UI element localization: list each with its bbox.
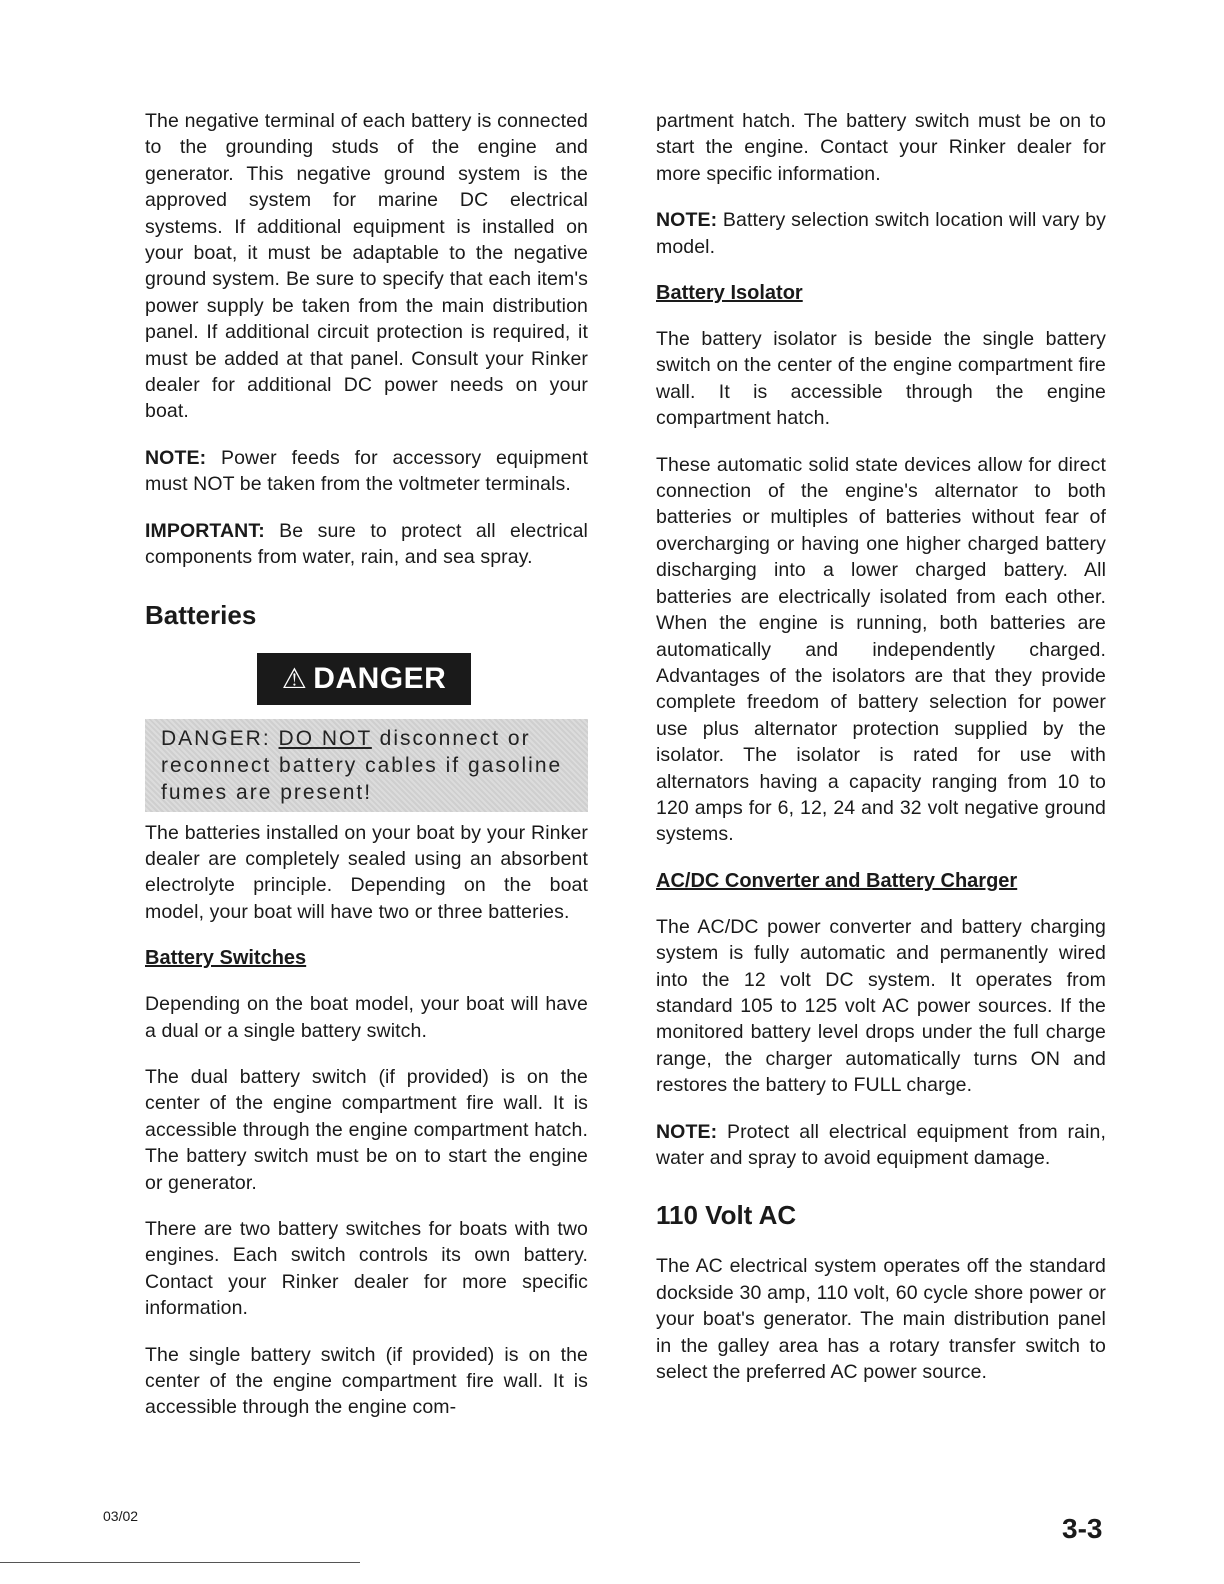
note-text: Power feeds for accessory equipment must NOT be taken from the voltmeter terminals.: [145, 446, 588, 496]
ac-heading: 110 Volt AC: [656, 1200, 797, 1231]
note-switch-location: [656, 207, 1106, 260]
danger-do-not: DO NOT: [278, 726, 372, 750]
danger-text: disconnect or reconnect battery cables if gasoline fumes are present!: [161, 726, 563, 804]
paragraph-switch-3: There are two battery switches for boats with two engines. Each switch controls its own battery. Contact your Rinker dealer for more specific information.: [145, 1217, 588, 1320]
footer-date: 03/02: [103, 1508, 139, 1524]
battery-isolator-heading: Battery Isolator: [656, 282, 803, 305]
note-label: NOTE:: [656, 1120, 718, 1143]
left-column: [145, 108, 588, 1441]
important-label: IMPORTANT:: [145, 519, 265, 542]
danger-label: DANGER:: [161, 726, 271, 750]
battery-switches-heading: Battery Switches: [145, 947, 307, 970]
note-power-feeds: [145, 445, 588, 498]
paragraph-isolator-1: The battery isolator is beside the single battery switch on the center of the engine compartment fire wall. It is accessible through the engine compartment hatch.: [656, 328, 1106, 430]
footer-rule: [0, 1562, 360, 1563]
note-text: Battery selection switch location will vary by model.: [656, 209, 1106, 258]
danger-header-label: DANGER: [313, 661, 447, 695]
note-label: NOTE:: [145, 446, 207, 469]
important-note: [145, 518, 588, 571]
converter-heading: AC/DC Converter and Battery Charger: [656, 869, 1018, 892]
paragraph-converter: The AC/DC power converter and battery charging system is fully automatic and permanently wired into the 12 volt DC system. It operates from standard 105 to 125 volt AC power sources. If the monitored battery level drops under the full charge range, the charger automatically turns ON and restores the battery to FULL charge.: [656, 915, 1106, 1097]
warning-triangle-icon: ⚠: [281, 662, 308, 694]
paragraph-switch-4: The single battery switch (if provided) is on the center of the engine compartment fire wall. It is accessible through the engine com-: [145, 1343, 588, 1419]
important-text: Be sure to protect all electrical components from water, rain, and sea spray.: [145, 519, 588, 569]
paragraph-grounding: The negative terminal of each battery is connected to the grounding studs of the engine and generator. This negative ground system is the approved system for marine DC electrical systems. If additional equipment is installed on your boat, it must be adaptable to the negative ground system. Be sure to specify that each item's power supply be taken from the main distribution panel. If additional circuit protection is required, it must be added at that panel. Consult your Rinker dealer for additional DC power needs on your boat.: [145, 110, 588, 423]
note-protect-equipment: [656, 1119, 1106, 1172]
danger-warning-box: [145, 719, 588, 812]
paragraph-switch-1: Depending on the boat model, your boat will have a dual or a single battery switch.: [145, 993, 588, 1042]
paragraph-isolator-2: These automatic solid state devices allow for direct connection of the engine's alternator to both batteries or multiples of batteries without fear of overcharging or having one higher charged battery discharging into a lower charged battery. All batteries are electrically isolated from each other. When the engine is running, both batteries are automatically and independently charged. Advantages of the isolators are that they provide complete freedom of battery selection for power use plus alternator protection supplied by the isolator. The isolator is rated for use with alternators having a capacity ranging from 10 to 120 amps for 6, 12, 24 and 32 volt negative ground systems.: [656, 453, 1106, 846]
page-number: 3-3: [1062, 1513, 1103, 1544]
paragraph-batteries: The batteries installed on your boat by your Rinker dealer are completely sealed using an absorbent electrolyte principle. Depending on the boat model, your boat will have two or three batteries.: [145, 821, 588, 923]
paragraph-switch-2: The dual battery switch (if provided) is on the center of the engine compartment fire wall. It is accessible through the engine compartment hatch. The battery switch must be on to start the engine or generator.: [145, 1065, 588, 1194]
right-column: [656, 108, 1106, 1405]
paragraph-ac: The AC electrical system operates off the standard dockside 30 amp, 110 volt, 60 cycle shore power or your boat's generator. The main distribution panel in the galley area has a rotary transfer switch to select the preferred AC power source.: [656, 1255, 1106, 1384]
danger-header: [257, 653, 471, 705]
note-text: Protect all electrical equipment from rain, water and spray to avoid equipment damage.: [656, 1120, 1106, 1169]
batteries-heading: Batteries: [145, 599, 257, 630]
paragraph-continued: partment hatch. The battery switch must be on to start the engine. Contact your Rinker dealer for more specific information.: [656, 110, 1106, 185]
note-label: NOTE:: [656, 209, 718, 232]
